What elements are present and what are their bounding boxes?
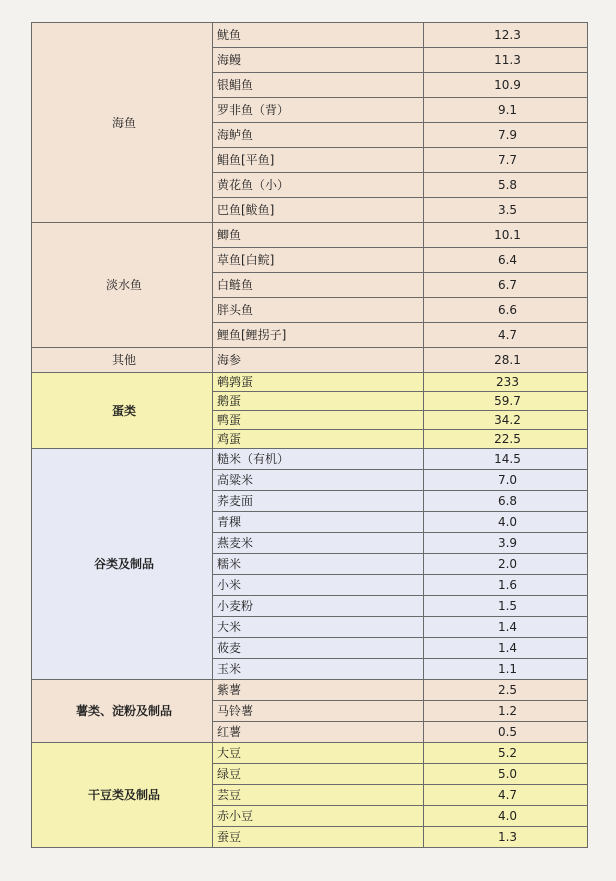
food-value: 22.5 (424, 430, 588, 449)
food-name: 大豆 (213, 743, 424, 764)
category-cell-grains: 谷类及制品 (32, 449, 213, 680)
food-name: 大米 (213, 617, 424, 638)
food-name: 鲤鱼[鲤拐子] (213, 323, 424, 348)
food-name: 白鲢鱼 (213, 273, 424, 298)
food-name: 黄花鱼（小） (213, 173, 424, 198)
food-name: 糯米 (213, 554, 424, 575)
category-cell-tubers: 薯类、淀粉及制品 (32, 680, 213, 743)
food-value: 5.2 (424, 743, 588, 764)
food-value: 59.7 (424, 392, 588, 411)
food-value: 6.6 (424, 298, 588, 323)
food-name: 红薯 (213, 722, 424, 743)
food-name: 蚕豆 (213, 827, 424, 848)
food-value: 6.4 (424, 248, 588, 273)
food-name: 鹌鹑蛋 (213, 373, 424, 392)
category-cell-sea-fish: 海鱼 (32, 23, 213, 223)
table-row (32, 23, 588, 48)
food-name: 鲫鱼 (213, 223, 424, 248)
food-value: 28.1 (424, 348, 588, 373)
food-value: 5.0 (424, 764, 588, 785)
food-value: 1.1 (424, 659, 588, 680)
food-value: 6.8 (424, 491, 588, 512)
food-value: 0.5 (424, 722, 588, 743)
category-cell-freshwater-fish: 淡水鱼 (32, 223, 213, 348)
food-name: 马铃薯 (213, 701, 424, 722)
food-value: 7.9 (424, 123, 588, 148)
food-value: 11.3 (424, 48, 588, 73)
food-value: 1.5 (424, 596, 588, 617)
category-cell-beans: 干豆类及制品 (32, 743, 213, 848)
food-name: 鹅蛋 (213, 392, 424, 411)
food-name: 荞麦面 (213, 491, 424, 512)
food-name: 莜麦 (213, 638, 424, 659)
food-value: 3.5 (424, 198, 588, 223)
table-row (32, 348, 588, 373)
food-value: 4.7 (424, 785, 588, 806)
table-row (32, 680, 588, 701)
food-name: 海参 (213, 348, 424, 373)
table-body (32, 23, 588, 848)
food-name: 小麦粉 (213, 596, 424, 617)
food-value: 7.0 (424, 470, 588, 491)
food-name: 紫薯 (213, 680, 424, 701)
food-name: 罗非鱼（背） (213, 98, 424, 123)
food-value: 1.4 (424, 617, 588, 638)
food-value: 3.9 (424, 533, 588, 554)
table-row (32, 449, 588, 470)
food-name: 银鲳鱼 (213, 73, 424, 98)
food-name: 海鳗 (213, 48, 424, 73)
food-value: 10.9 (424, 73, 588, 98)
food-value: 34.2 (424, 411, 588, 430)
food-value: 4.0 (424, 512, 588, 533)
food-name: 胖头鱼 (213, 298, 424, 323)
food-value: 2.0 (424, 554, 588, 575)
food-name: 小米 (213, 575, 424, 596)
food-name: 赤小豆 (213, 806, 424, 827)
food-name: 燕麦米 (213, 533, 424, 554)
food-value: 4.0 (424, 806, 588, 827)
food-name: 鲳鱼[平鱼] (213, 148, 424, 173)
food-value: 4.7 (424, 323, 588, 348)
food-name: 巴鱼[鲅鱼] (213, 198, 424, 223)
food-name: 海鲈鱼 (213, 123, 424, 148)
food-name: 鱿鱼 (213, 23, 424, 48)
category-cell-eggs: 蛋类 (32, 373, 213, 449)
food-value: 12.3 (424, 23, 588, 48)
food-name: 玉米 (213, 659, 424, 680)
food-value: 14.5 (424, 449, 588, 470)
category-cell-other: 其他 (32, 348, 213, 373)
table-row (32, 223, 588, 248)
table-row (32, 373, 588, 392)
food-data-table (31, 22, 588, 848)
food-value: 1.3 (424, 827, 588, 848)
food-value: 10.1 (424, 223, 588, 248)
food-value: 5.8 (424, 173, 588, 198)
food-value: 1.2 (424, 701, 588, 722)
food-name: 鸡蛋 (213, 430, 424, 449)
table-row (32, 743, 588, 764)
food-value: 9.1 (424, 98, 588, 123)
food-value: 2.5 (424, 680, 588, 701)
food-name: 芸豆 (213, 785, 424, 806)
food-value: 1.6 (424, 575, 588, 596)
food-name: 高粱米 (213, 470, 424, 491)
food-value: 6.7 (424, 273, 588, 298)
food-name: 糙米（有机） (213, 449, 424, 470)
food-name: 青稞 (213, 512, 424, 533)
food-value: 233 (424, 373, 588, 392)
food-value: 1.4 (424, 638, 588, 659)
food-name: 绿豆 (213, 764, 424, 785)
food-name: 鸭蛋 (213, 411, 424, 430)
food-value: 7.7 (424, 148, 588, 173)
food-name: 草鱼[白鲩] (213, 248, 424, 273)
